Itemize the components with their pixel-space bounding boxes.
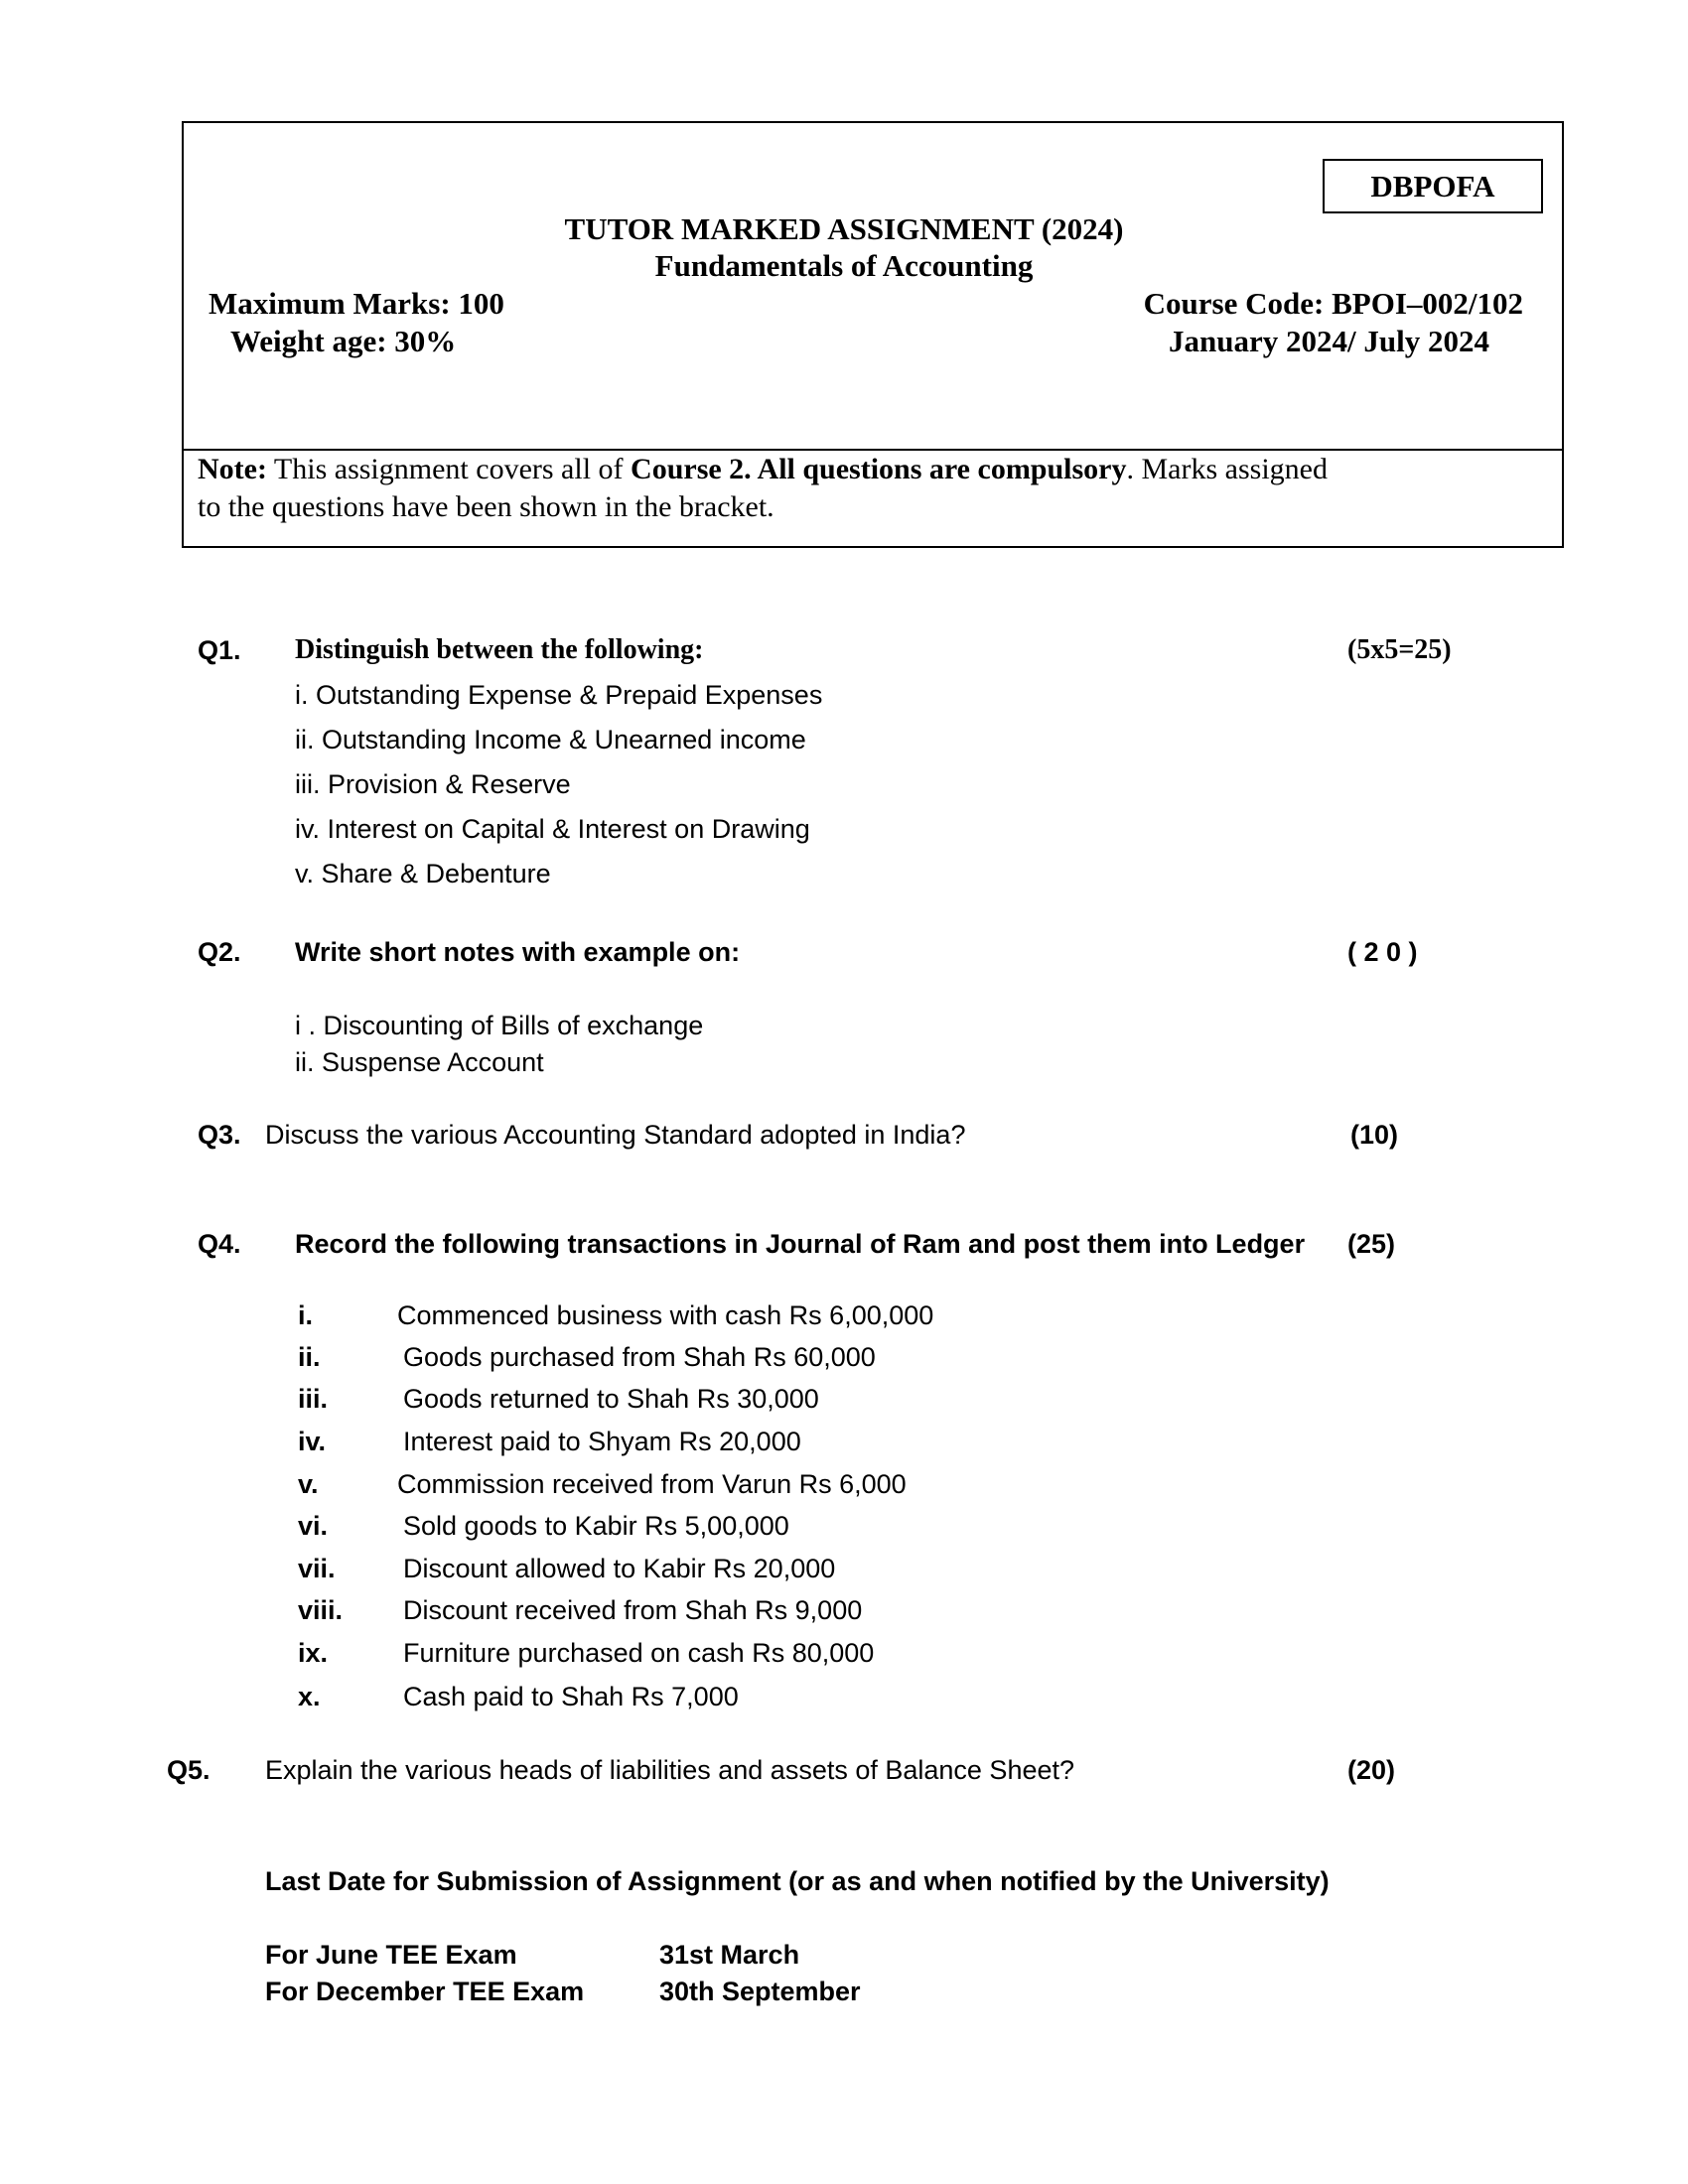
note-text-tail: . Marks assigned bbox=[1126, 453, 1328, 485]
transaction-numeral: viii. bbox=[298, 1595, 344, 1625]
list-item: ii. Outstanding Income & Unearned income bbox=[295, 725, 806, 754]
transaction-numeral: iv. bbox=[298, 1427, 327, 1456]
question-marks: (25) bbox=[1347, 1229, 1396, 1259]
transaction-numeral: i. bbox=[298, 1300, 314, 1330]
transaction-numeral: ix. bbox=[298, 1638, 329, 1668]
transaction-text: Cash paid to Shah Rs 7,000 bbox=[403, 1682, 739, 1711]
transaction-numeral: v. bbox=[298, 1469, 319, 1499]
list-item: i . Discounting of Bills of exchange bbox=[295, 1011, 704, 1040]
course-code: Course Code: BPOI–002/102 bbox=[1143, 286, 1523, 321]
transaction-text: Commenced business with cash Rs 6,00,000 bbox=[397, 1300, 934, 1330]
submission-date: 30th September bbox=[659, 1977, 861, 2006]
transaction-text: Commission received from Varun Rs 6,000 bbox=[397, 1469, 907, 1499]
transaction-text: Sold goods to Kabir Rs 5,00,000 bbox=[403, 1511, 789, 1541]
question-text: Explain the various heads of liabilities and assets of Balance Sheet? bbox=[265, 1755, 1075, 1785]
transaction-numeral: ii. bbox=[298, 1342, 321, 1372]
transaction-numeral: iii. bbox=[298, 1384, 329, 1414]
transaction-text: Goods returned to Shah Rs 30,000 bbox=[403, 1384, 819, 1414]
note-emphasis: Course 2. All questions are compulsory bbox=[631, 453, 1127, 485]
question-text: Record the following transactions in Journal of Ram and post them into Ledger bbox=[295, 1229, 1306, 1259]
list-item: iii. Provision & Reserve bbox=[295, 769, 571, 799]
course-badge: DBPOFA bbox=[1323, 159, 1543, 213]
assignment-title: TUTOR MARKED ASSIGNMENT (2024) bbox=[564, 211, 1124, 246]
transaction-text: Discount allowed to Kabir Rs 20,000 bbox=[403, 1554, 836, 1583]
session: January 2024/ July 2024 bbox=[1169, 324, 1489, 358]
question-marks: ( 2 0 ) bbox=[1347, 937, 1418, 967]
question-text: Write short notes with example on: bbox=[295, 937, 741, 967]
note-text: This assignment covers all of bbox=[266, 453, 632, 485]
transaction-text: Goods purchased from Shah Rs 60,000 bbox=[403, 1342, 876, 1372]
submission-heading: Last Date for Submission of Assignment (or as and when notified by the University) bbox=[265, 1866, 1330, 1896]
max-marks: Maximum Marks: 100 bbox=[209, 286, 504, 321]
question-marks: (20) bbox=[1347, 1755, 1396, 1785]
list-item: v. Share & Debenture bbox=[295, 859, 551, 888]
question-text: Discuss the various Accounting Standard adopted in India? bbox=[265, 1120, 966, 1150]
question-text: Distinguish between the following: bbox=[295, 634, 704, 665]
transaction-text: Discount received from Shah Rs 9,000 bbox=[403, 1595, 863, 1625]
transaction-numeral: vii. bbox=[298, 1554, 336, 1583]
question-number: Q3. bbox=[198, 1120, 241, 1150]
question-number: Q1. bbox=[198, 635, 241, 665]
weightage: Weight age: 30% bbox=[230, 324, 457, 358]
list-item: iv. Interest on Capital & Interest on Drawing bbox=[295, 814, 810, 844]
question-number: Q2. bbox=[198, 937, 241, 967]
transaction-text: Furniture purchased on cash Rs 80,000 bbox=[403, 1638, 875, 1668]
transaction-numeral: vi. bbox=[298, 1511, 329, 1541]
assignment-subtitle: Fundamentals of Accounting bbox=[654, 248, 1034, 283]
note-line-1 bbox=[198, 453, 1328, 486]
submission-exam: For December TEE Exam bbox=[265, 1977, 585, 2006]
question-number: Q5. bbox=[167, 1755, 211, 1785]
note-line-2: to the questions have been shown in the bracket. bbox=[198, 490, 774, 523]
list-item: ii. Suspense Account bbox=[295, 1047, 544, 1077]
submission-date: 31st March bbox=[659, 1940, 800, 1970]
transaction-text: Interest paid to Shyam Rs 20,000 bbox=[403, 1427, 801, 1456]
note-label: Note: bbox=[198, 453, 267, 485]
submission-exam: For June TEE Exam bbox=[265, 1940, 517, 1970]
list-item: i. Outstanding Expense & Prepaid Expenses bbox=[295, 680, 823, 710]
question-marks: (5x5=25) bbox=[1347, 634, 1452, 665]
question-number: Q4. bbox=[198, 1229, 241, 1259]
transaction-numeral: x. bbox=[298, 1682, 321, 1711]
question-marks: (10) bbox=[1350, 1120, 1399, 1150]
